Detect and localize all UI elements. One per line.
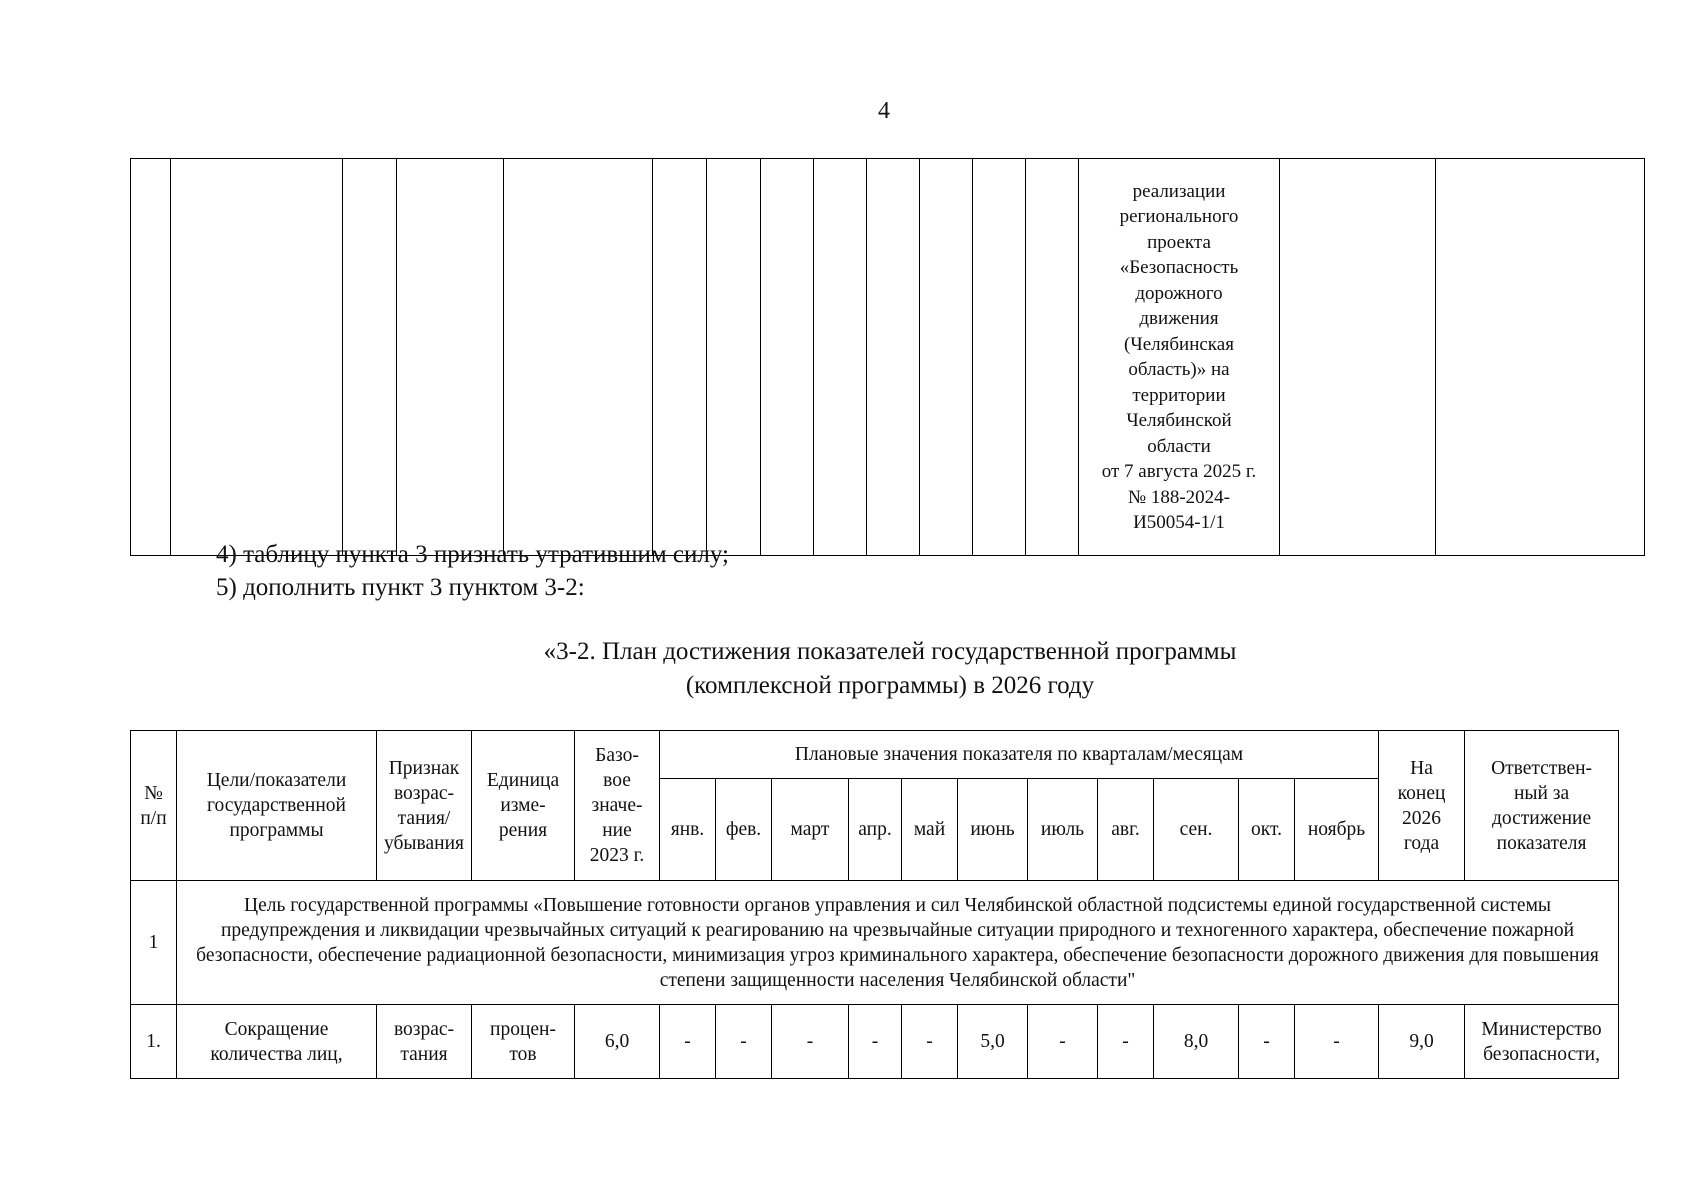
empty-cell (1026, 159, 1079, 556)
section-title-line-1: «3-2. План достижения показателей государственной программы (543, 638, 1237, 665)
indicator-base-value: 6,0 (575, 1005, 660, 1079)
indicator-month-value: - (1028, 1005, 1098, 1079)
indicator-responsible: Министерство безопасности, (1465, 1005, 1619, 1079)
header-goals: Цели/показатели государственной программы (177, 731, 377, 881)
section-title-line-2: (комплексной программы) в 2026 году (685, 672, 1095, 699)
indicator-month-value: - (716, 1005, 772, 1079)
empty-cell (1436, 159, 1645, 556)
header-month: июль (1028, 779, 1098, 881)
goal-text: Цель государственной программы «Повышение готовности органов управления и сил Челябинской областной подсистемы единой государственной системы предупреждения и ликвидации чрезвычайных ситуаций к реагированию на чрезвычайные ситуации природного и техногенного характера, обеспечение пожарной безопасности, обеспечение радиационной безопасности, минимизация угроз криминального характера, обеспечение безопасности дорожного движения для повышения степени защищенности населения Челябинской области" (177, 881, 1619, 1005)
indicator-unit: процен- тов (472, 1005, 575, 1079)
indicator-month-value: - (772, 1005, 849, 1079)
header-planned-values: Плановые значения показателя по кварталам/месяцам (660, 731, 1379, 779)
header-responsible: Ответствен- ный за достижение показателя (1465, 731, 1619, 881)
header-end-of-year: На конец 2026 года (1379, 731, 1465, 881)
indicator-row (131, 1005, 1619, 1079)
empty-cell (707, 159, 761, 556)
indicator-month-value: - (1098, 1005, 1154, 1079)
empty-cell (653, 159, 707, 556)
indicator-month-value: - (1239, 1005, 1295, 1079)
header-row-1 (131, 731, 1619, 779)
header-month: март (772, 779, 849, 881)
indicator-month-value: - (1295, 1005, 1379, 1079)
indicator-num: 1. (131, 1005, 177, 1079)
continuation-row (131, 159, 1645, 556)
empty-cell (814, 159, 867, 556)
empty-cell (397, 159, 504, 556)
goal-row-num: 1 (131, 881, 177, 1005)
header-month: сен. (1154, 779, 1239, 881)
empty-cell (343, 159, 397, 556)
header-num: № п/п (131, 731, 177, 881)
indicator-name: Сокращение количества лиц, (177, 1005, 377, 1079)
continuation-table (130, 158, 1645, 556)
header-month: апр. (849, 779, 902, 881)
goal-row (131, 881, 1619, 1005)
indicator-month-value: - (902, 1005, 958, 1079)
empty-cell (131, 159, 171, 556)
empty-cell (171, 159, 343, 556)
empty-cell (504, 159, 653, 556)
indicator-trend: возрас- тания (377, 1005, 472, 1079)
header-month: фев. (716, 779, 772, 881)
header-month: июнь (958, 779, 1028, 881)
paragraph-item-5: 5) дополнить пункт 3 пунктом 3-2: (216, 574, 585, 601)
header-month: май (902, 779, 958, 881)
regional-project-reference: реализации регионального проекта «Безопасность дорожного движения (Челябинская область)» на территории Челябинской области от 7 августа 2025 г. № 188-2024- И50054-1/1 (1079, 159, 1280, 556)
header-base-value: Базо- вое значе- ние 2023 г. (575, 731, 660, 881)
empty-cell (973, 159, 1026, 556)
page-number: 4 (878, 98, 890, 124)
header-month: янв. (660, 779, 716, 881)
paragraph-item-4: 4) таблицу пункта 3 признать утратившим силу; (216, 541, 729, 568)
plan-table (130, 730, 1619, 1079)
header-month: окт. (1239, 779, 1295, 881)
empty-cell (761, 159, 814, 556)
empty-cell (867, 159, 920, 556)
header-unit: Единица изме- рения (472, 731, 575, 881)
indicator-month-value: 5,0 (958, 1005, 1028, 1079)
header-trend: Признак возрас- тания/ убывания (377, 731, 472, 881)
indicator-month-value: - (849, 1005, 902, 1079)
indicator-month-value: - (660, 1005, 716, 1079)
empty-cell (920, 159, 973, 556)
header-month: ноябрь (1295, 779, 1379, 881)
indicator-end-of-year: 9,0 (1379, 1005, 1465, 1079)
indicator-month-value: 8,0 (1154, 1005, 1239, 1079)
empty-cell (1280, 159, 1436, 556)
header-month: авг. (1098, 779, 1154, 881)
